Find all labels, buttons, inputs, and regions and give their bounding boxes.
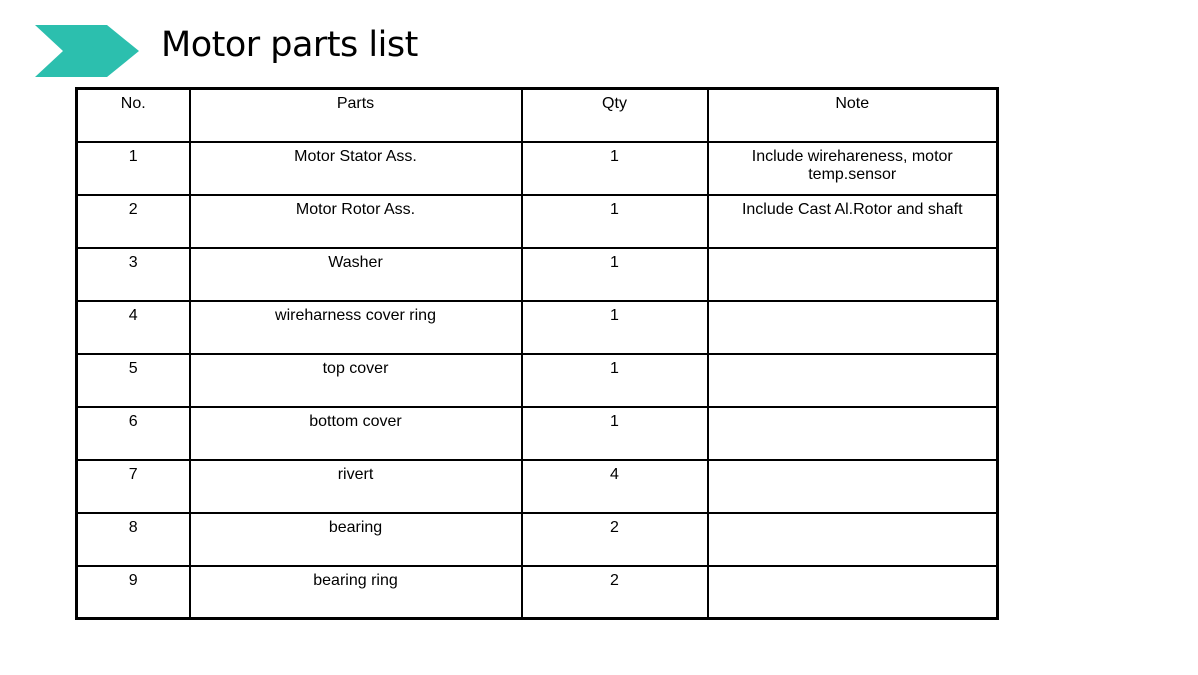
cell-note bbox=[708, 513, 998, 566]
cell-part: rivert bbox=[190, 460, 522, 513]
cell-part: wireharness cover ring bbox=[190, 301, 522, 354]
cell-note bbox=[708, 248, 998, 301]
cell-no: 1 bbox=[77, 142, 190, 195]
table-header-row bbox=[77, 89, 998, 142]
cell-note bbox=[708, 407, 998, 460]
table-row bbox=[77, 301, 998, 354]
parts-table-container bbox=[75, 87, 999, 620]
table-row bbox=[77, 142, 998, 195]
cell-no: 3 bbox=[77, 248, 190, 301]
cell-qty: 1 bbox=[522, 142, 708, 195]
table-row bbox=[77, 407, 998, 460]
cell-note bbox=[708, 566, 998, 619]
cell-part: Motor Rotor Ass. bbox=[190, 195, 522, 248]
cell-part: top cover bbox=[190, 354, 522, 407]
cell-note bbox=[708, 354, 998, 407]
table-row bbox=[77, 195, 998, 248]
cell-part: Washer bbox=[190, 248, 522, 301]
header-no: No. bbox=[77, 89, 190, 142]
cell-qty: 1 bbox=[522, 195, 708, 248]
cell-no: 6 bbox=[77, 407, 190, 460]
parts-table bbox=[75, 87, 999, 620]
table-row bbox=[77, 354, 998, 407]
table-row bbox=[77, 248, 998, 301]
page-title: Motor parts list bbox=[161, 25, 418, 65]
table-row bbox=[77, 513, 998, 566]
cell-qty: 1 bbox=[522, 248, 708, 301]
cell-part: bottom cover bbox=[190, 407, 522, 460]
table-row bbox=[77, 460, 998, 513]
cell-qty: 1 bbox=[522, 301, 708, 354]
cell-note: Include Cast Al.Rotor and shaft bbox=[708, 195, 998, 248]
cell-no: 2 bbox=[77, 195, 190, 248]
header-qty: Qty bbox=[522, 89, 708, 142]
cell-qty: 4 bbox=[522, 460, 708, 513]
cell-part: Motor Stator Ass. bbox=[190, 142, 522, 195]
table-row bbox=[77, 566, 998, 619]
cell-no: 5 bbox=[77, 354, 190, 407]
cell-part: bearing ring bbox=[190, 566, 522, 619]
cell-qty: 2 bbox=[522, 566, 708, 619]
double-chevron-right-icon bbox=[35, 25, 139, 77]
cell-part: bearing bbox=[190, 513, 522, 566]
cell-note: Include wirehareness, motor temp.sensor bbox=[708, 142, 998, 195]
cell-no: 7 bbox=[77, 460, 190, 513]
header-parts: Parts bbox=[190, 89, 522, 142]
cell-qty: 1 bbox=[522, 354, 708, 407]
cell-no: 4 bbox=[77, 301, 190, 354]
cell-note bbox=[708, 460, 998, 513]
header-note: Note bbox=[708, 89, 998, 142]
cell-qty: 1 bbox=[522, 407, 708, 460]
cell-no: 9 bbox=[77, 566, 190, 619]
cell-note bbox=[708, 301, 998, 354]
cell-qty: 2 bbox=[522, 513, 708, 566]
cell-no: 8 bbox=[77, 513, 190, 566]
